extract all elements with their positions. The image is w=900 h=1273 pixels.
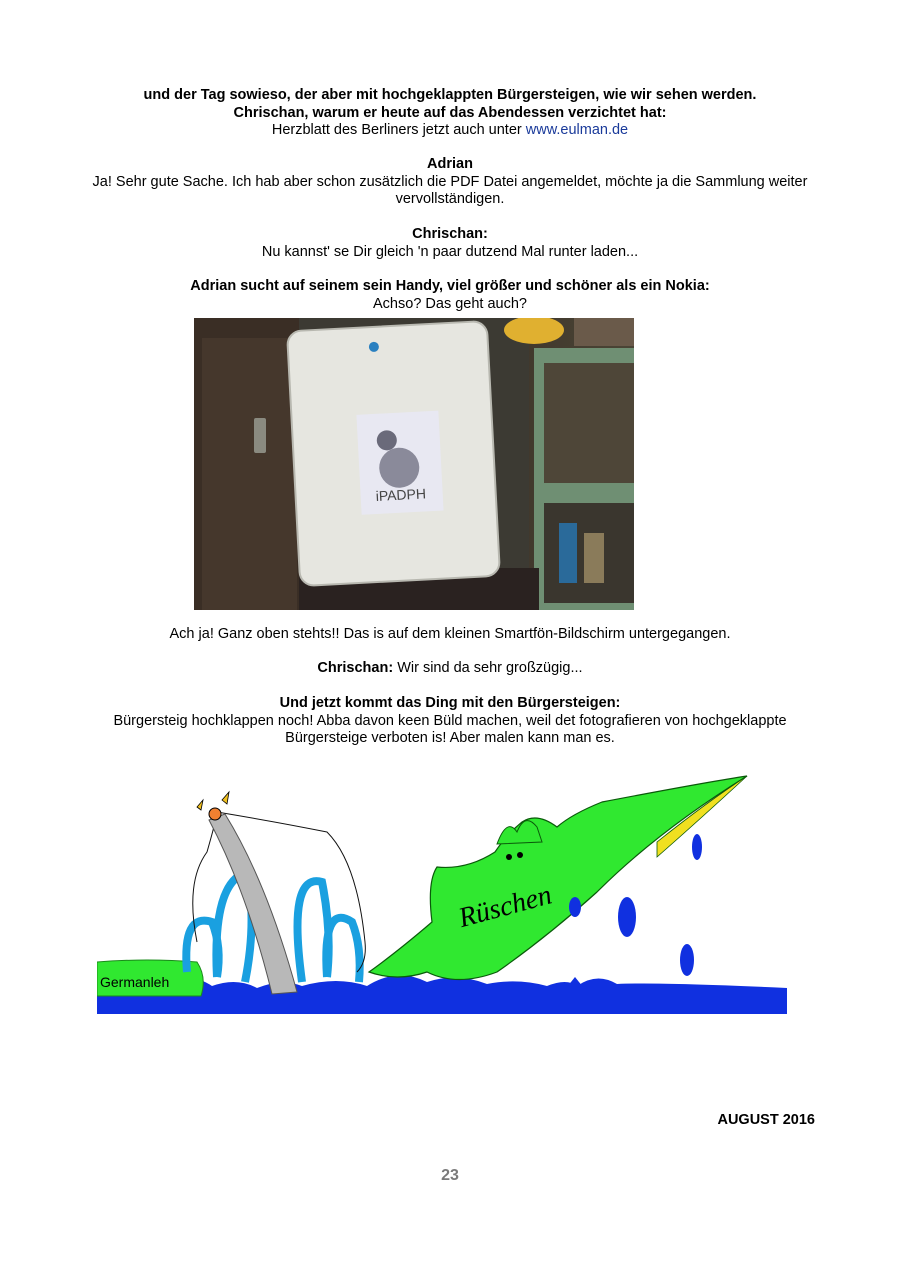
sign-text: iPADPH xyxy=(375,485,427,504)
speaker-chrischan: Chrischan: xyxy=(412,226,488,242)
adrian-text: Ja! Sehr gute Sache. Ich hab aber schon zusätzlich die PDF Datei angemeldet, möchte ja die Sammlung weiter vervollständigen. xyxy=(92,173,808,207)
issue-date: AUGUST 2016 xyxy=(717,1112,815,1128)
ship-label: Rüschen xyxy=(455,879,556,934)
speaker-adrian: Adrian xyxy=(427,156,473,172)
adrian-text-2: Achso? Das geht auch? xyxy=(373,295,527,312)
eulman-link[interactable]: www.eulman.de xyxy=(525,122,629,138)
after-photo-block xyxy=(80,626,820,644)
closing-text: Bürgersteig hochklappen noch! Abba davon keen Büld machen, weil det fotografieren von hochgeklappte Bürgersteige verboten is! Aber malen kann man es. xyxy=(113,712,787,746)
chrischan-line-2 xyxy=(80,660,820,678)
chrischan-text-1: Nu kannst' se Dir gleich 'n paar dutzend Mal runter laden... xyxy=(261,243,639,260)
intro-line-2: Chrischan, warum er heute auf das Abendessen verzichtet hat: xyxy=(233,104,667,121)
drawing-svg xyxy=(97,772,787,1017)
adrian-block-2 xyxy=(80,278,820,313)
closing-block xyxy=(80,695,820,748)
chrischan-text-2: Wir sind da sehr großzügig... xyxy=(393,660,583,676)
adrian-heading: Adrian sucht auf seinem sein Handy, viel größer und schöner als ein Nokia: xyxy=(190,278,710,294)
photo-ipad-sign xyxy=(194,318,634,610)
chrischan-block-1 xyxy=(80,226,820,261)
photo-scene xyxy=(194,318,634,610)
land-label: Germanleh xyxy=(100,974,170,990)
drawing-ship-sidewalk xyxy=(97,772,787,1017)
intro-line-1: und der Tag sowieso, der aber mit hochgeklappten Bürgersteigen, wie wir sehen werden. xyxy=(143,87,757,103)
chrischan-block-2 xyxy=(80,660,820,678)
after-photo-text: Ach ja! Ganz oben stehts!! Das is auf dem kleinen Smartfön-Bildschirm untergegangen. xyxy=(169,626,731,642)
closing-heading: Und jetzt kommt das Ding mit den Bürgersteigen: xyxy=(279,695,621,711)
speaker-chrischan-2: Chrischan: xyxy=(317,660,394,676)
adrian-block xyxy=(80,156,820,209)
intro-line-3-text: Herzblatt des Berliners jetzt auch unter xyxy=(271,122,526,138)
intro-line-3 xyxy=(80,122,820,140)
page-number: 23 xyxy=(441,1167,459,1184)
intro-block xyxy=(80,87,820,140)
